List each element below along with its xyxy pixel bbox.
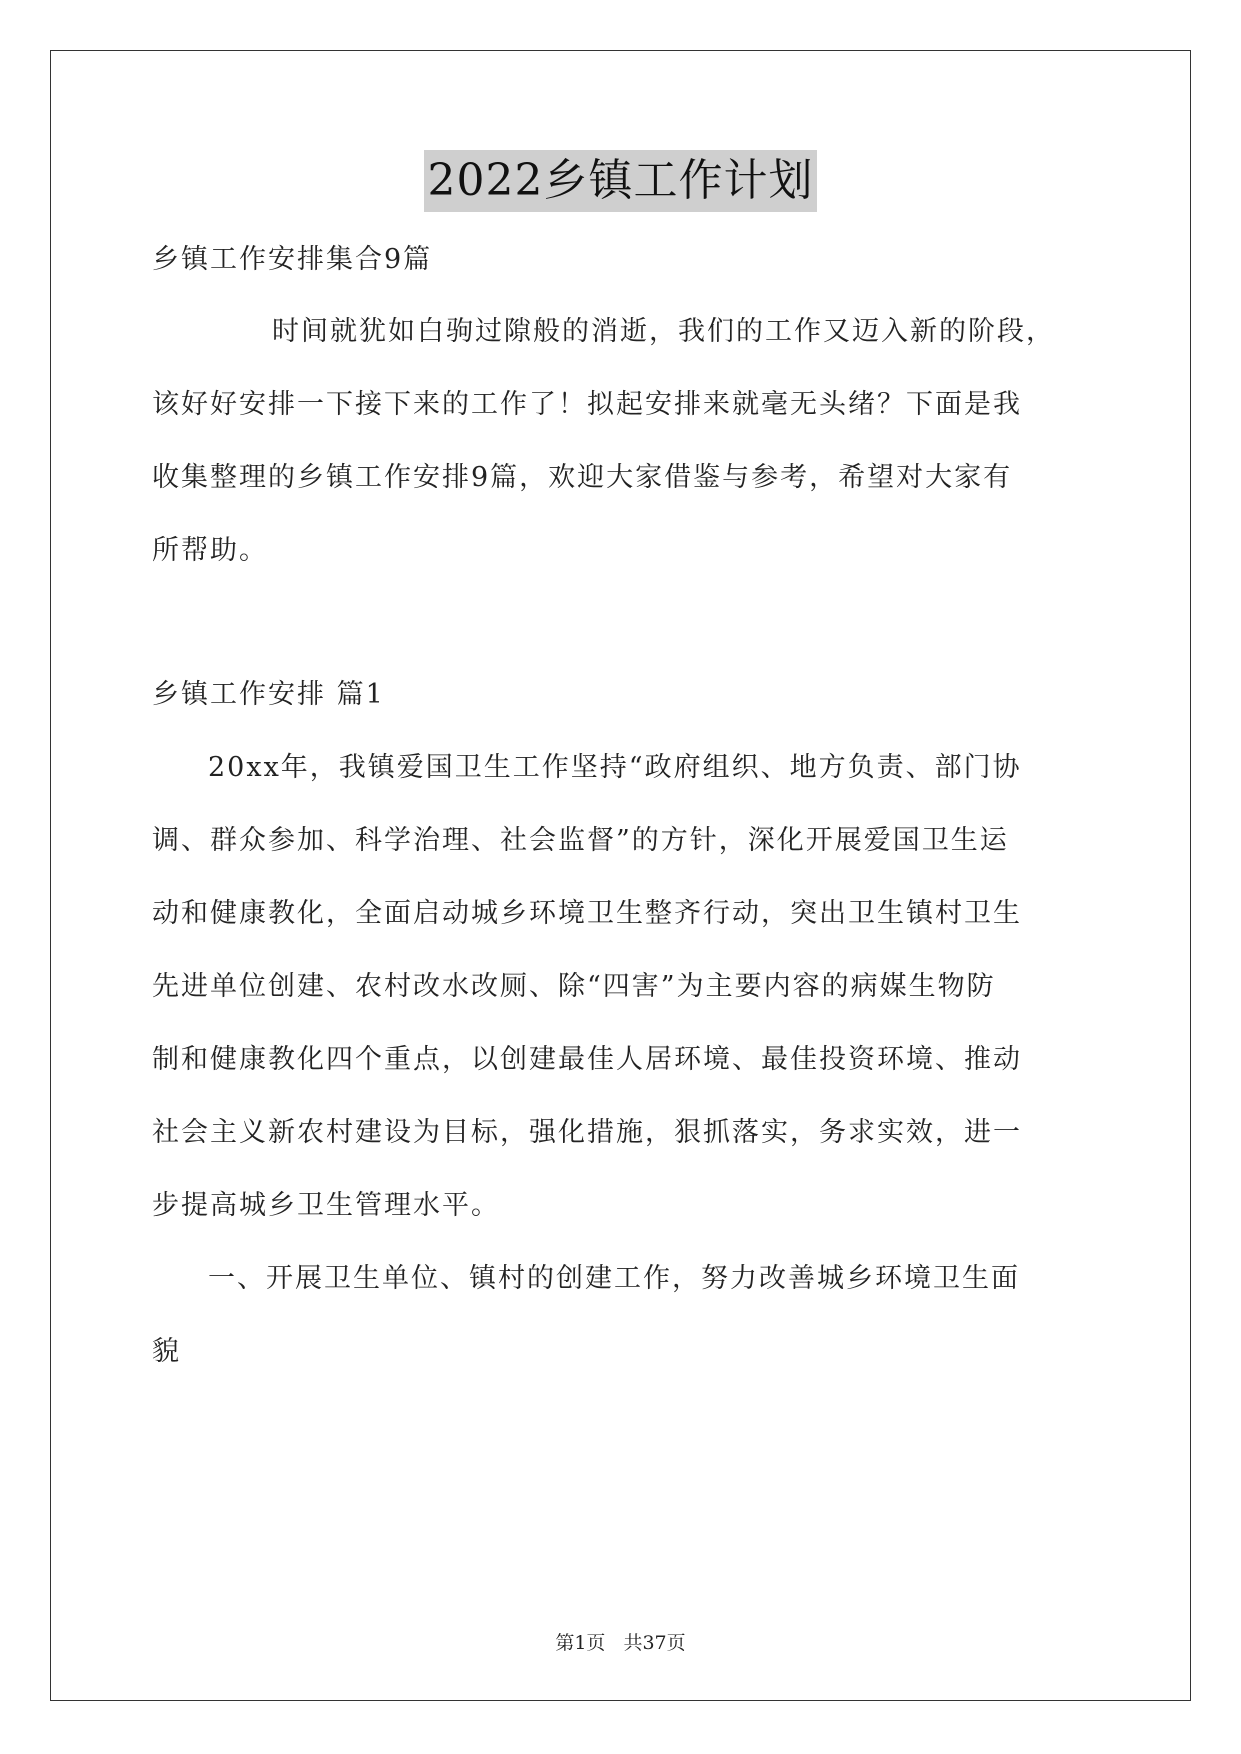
page-total: 共37页 <box>623 1632 686 1654</box>
section-heading: 乡镇工作安排 篇1 <box>152 679 385 710</box>
title-area <box>0 150 1241 212</box>
body-line-7: 步提高城乡卫生管理水平。 <box>152 1190 500 1221</box>
body-line-9: 貌 <box>152 1336 181 1367</box>
intro-line-2: 该好好安排一下接下来的工作了！拟起安排来就毫无头绪？下面是我 <box>152 389 1022 420</box>
intro-line-3: 收集整理的乡镇工作安排9篇，欢迎大家借鉴与参考，希望对大家有 <box>152 462 1013 493</box>
body-line-4: 先进单位创建、农村改水改厕、除“四害”为主要内容的病媒生物防 <box>152 971 996 1002</box>
document-title: 2022乡镇工作计划 <box>424 150 818 212</box>
intro-line-1: 时间就犹如白驹过隙般的消逝，我们的工作又迈入新的阶段， <box>272 316 1055 347</box>
body-line-5: 制和健康教化四个重点，以创建最佳人居环境、最佳投资环境、推动 <box>152 1044 1022 1075</box>
intro-line-4: 所帮助。 <box>152 535 268 566</box>
body-line-3: 动和健康教化，全面启动城乡环境卫生整齐行动，突出卫生镇村卫生 <box>152 898 1022 929</box>
body-line-8: 一、开展卫生单位、镇村的创建工作，努力改善城乡环境卫生面 <box>208 1263 1020 1294</box>
page-footer <box>0 1628 1241 1655</box>
page-number: 第1页 <box>555 1632 606 1654</box>
body-line-1: 20xx年，我镇爱国卫生工作坚持“政府组织、地方负责、部门协 <box>208 752 1022 783</box>
body-line-6: 社会主义新农村建设为目标，强化措施，狠抓落实，务求实效，进一 <box>152 1117 1022 1148</box>
subtitle-line: 乡镇工作安排集合9篇 <box>152 244 433 275</box>
body-line-2: 调、群众参加、科学治理、社会监督”的方针，深化开展爱国卫生运 <box>152 825 1009 856</box>
page-border <box>50 50 1191 1701</box>
